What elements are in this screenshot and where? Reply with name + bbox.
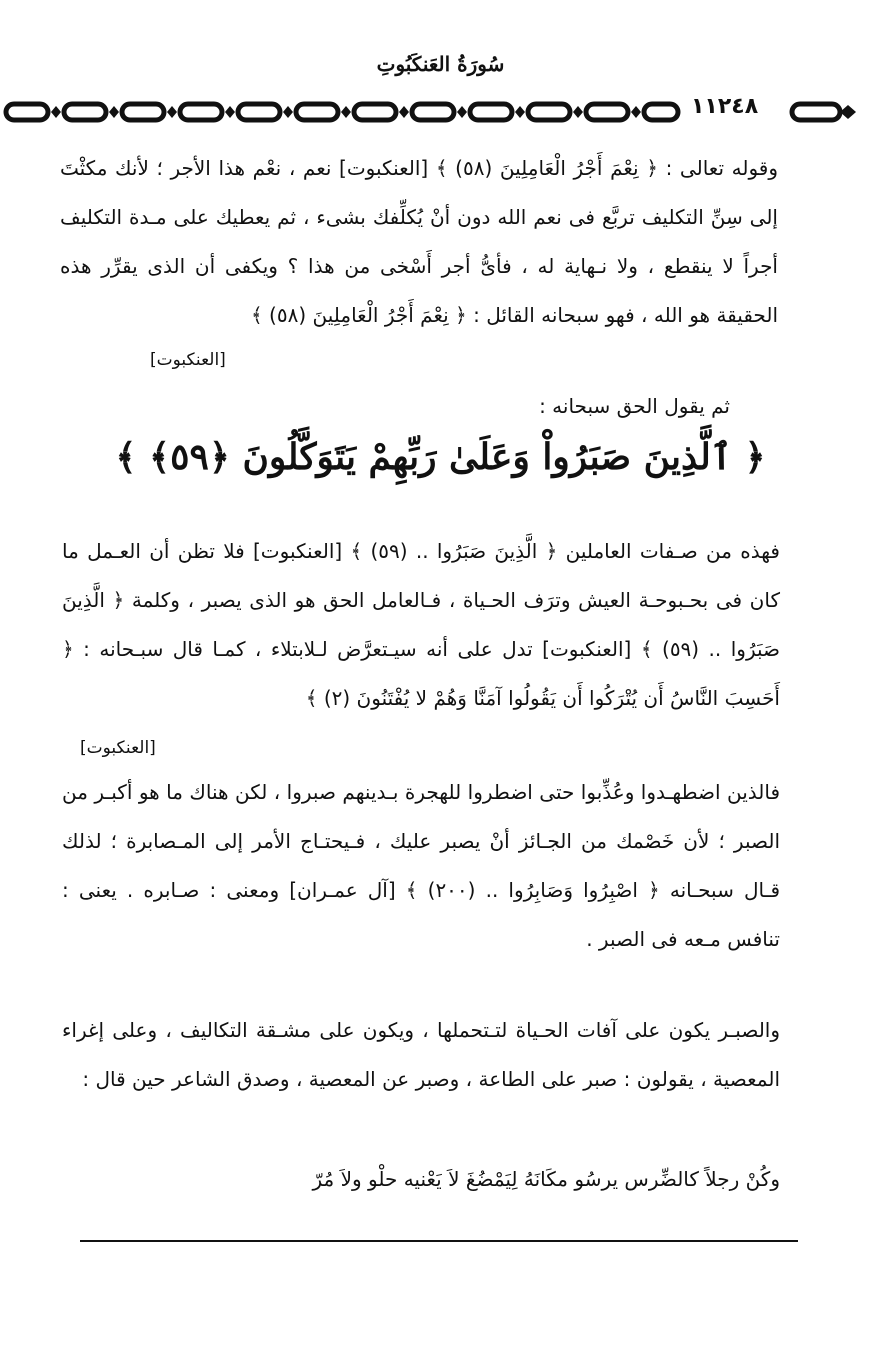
quran-verse: ﴿ ٱلَّذِينَ صَبَرُواْ وَعَلَىٰ رَبِّهِمْ يَتَوَكَّلُونَ ﴿٥٩﴾ ﴾	[115, 436, 766, 478]
page-number: ١١٢٤٨	[688, 94, 761, 119]
paragraph-3: فهذه من صـفات العاملين ﴿ الَّذِينَ صَبَرُوا .. (٥٩) ﴾ [العنكبوت] فلا تظن أن العـمل ما كان فى بحـبوحـة العيش وترَف الحـياة ، فـالعامل الحق هو الذى يصبر ، وكلمة ﴿ الَّذِينَ صَبَرُوا .. (٥٩) ﴾ [العنكبوت] تدل على أنه سيـتعرَّض لـلابتلاء ، كمـا قال سبـحانه : ﴿ أَحَسِبَ النَّاسُ أَن يُتْرَكُوا أَن يَقُولُوا آمَنَّا وَهُمْ لا يُفْتَنُونَ (٢) ﴾	[62, 539, 781, 710]
paragraph-1: وقوله تعالى : ﴿ نِعْمَ أَجْرُ الْعَامِلِينَ (٥٨) ﴾ [العنكبوت] نعم ، نعْم هذا الأجر ؛ لأنك مكثْتَ إلى سِنِّ التكليف تربَّع فى نعم الله دون أنْ يُكلِّفك بشىء ، ثم يعطيك على مـدة التكليف أجراً لا ينقطع ، ولا نـهاية له ، فأىُّ أجر أَسْخى من هذا ؟ ويكفى أن الذى يقرِّر هذه الحقيقة هو الله ، فهو سبحانه القائل : ﴿ نِعْمَ أَجْرُ الْعَامِلِينَ (٥٨) ﴾	[60, 156, 778, 327]
paragraph-4: فالذين اضطهـدوا وعُذِّبوا حتى اضطروا للهجرة بـدينهم صبروا ، لكن هناك ما هو أكبـر من الصبر ؛ لأن خَصْمك من الجـائز أنْ يصبر عليك ، فـيحتـاج الأمر إلى المـصابرة ؛ لذلك قـال سبحـانه ﴿ اصْبِرُوا وَصَابِرُوا .. (٢٠٠) ﴾ [آل عمـران] ومعنى : صـابره . يعنى : تنافس مـعه فى الصبر .	[62, 780, 780, 951]
surah-title: سُورَةُ العَنكَبُوتِ	[376, 52, 505, 76]
footer-rule	[80, 1240, 798, 1242]
verse-reference: [العنكبوت]	[80, 738, 156, 758]
poem-verse: وكُنْ رجلاً كالضِّرس يرسُو مكَانَهُ لِيَمْضُغَ لاَ يَعْنيه حلْو ولاَ مُرّ	[312, 1167, 780, 1191]
paragraph-2: ثم يقول الحق سبحانه :	[539, 394, 730, 418]
verse-reference: [العنكبوت]	[150, 350, 226, 370]
paragraph-5: والصبـر يكون على آفات الحـياة لتـتحملها ، ويكون على مشـقة التكاليف ، وعلى إغراء المعصية ، يقولون : صبر على الطاعة ، وصبر عن المعصية ، وصدق الشاعر حين قال :	[62, 1018, 780, 1091]
